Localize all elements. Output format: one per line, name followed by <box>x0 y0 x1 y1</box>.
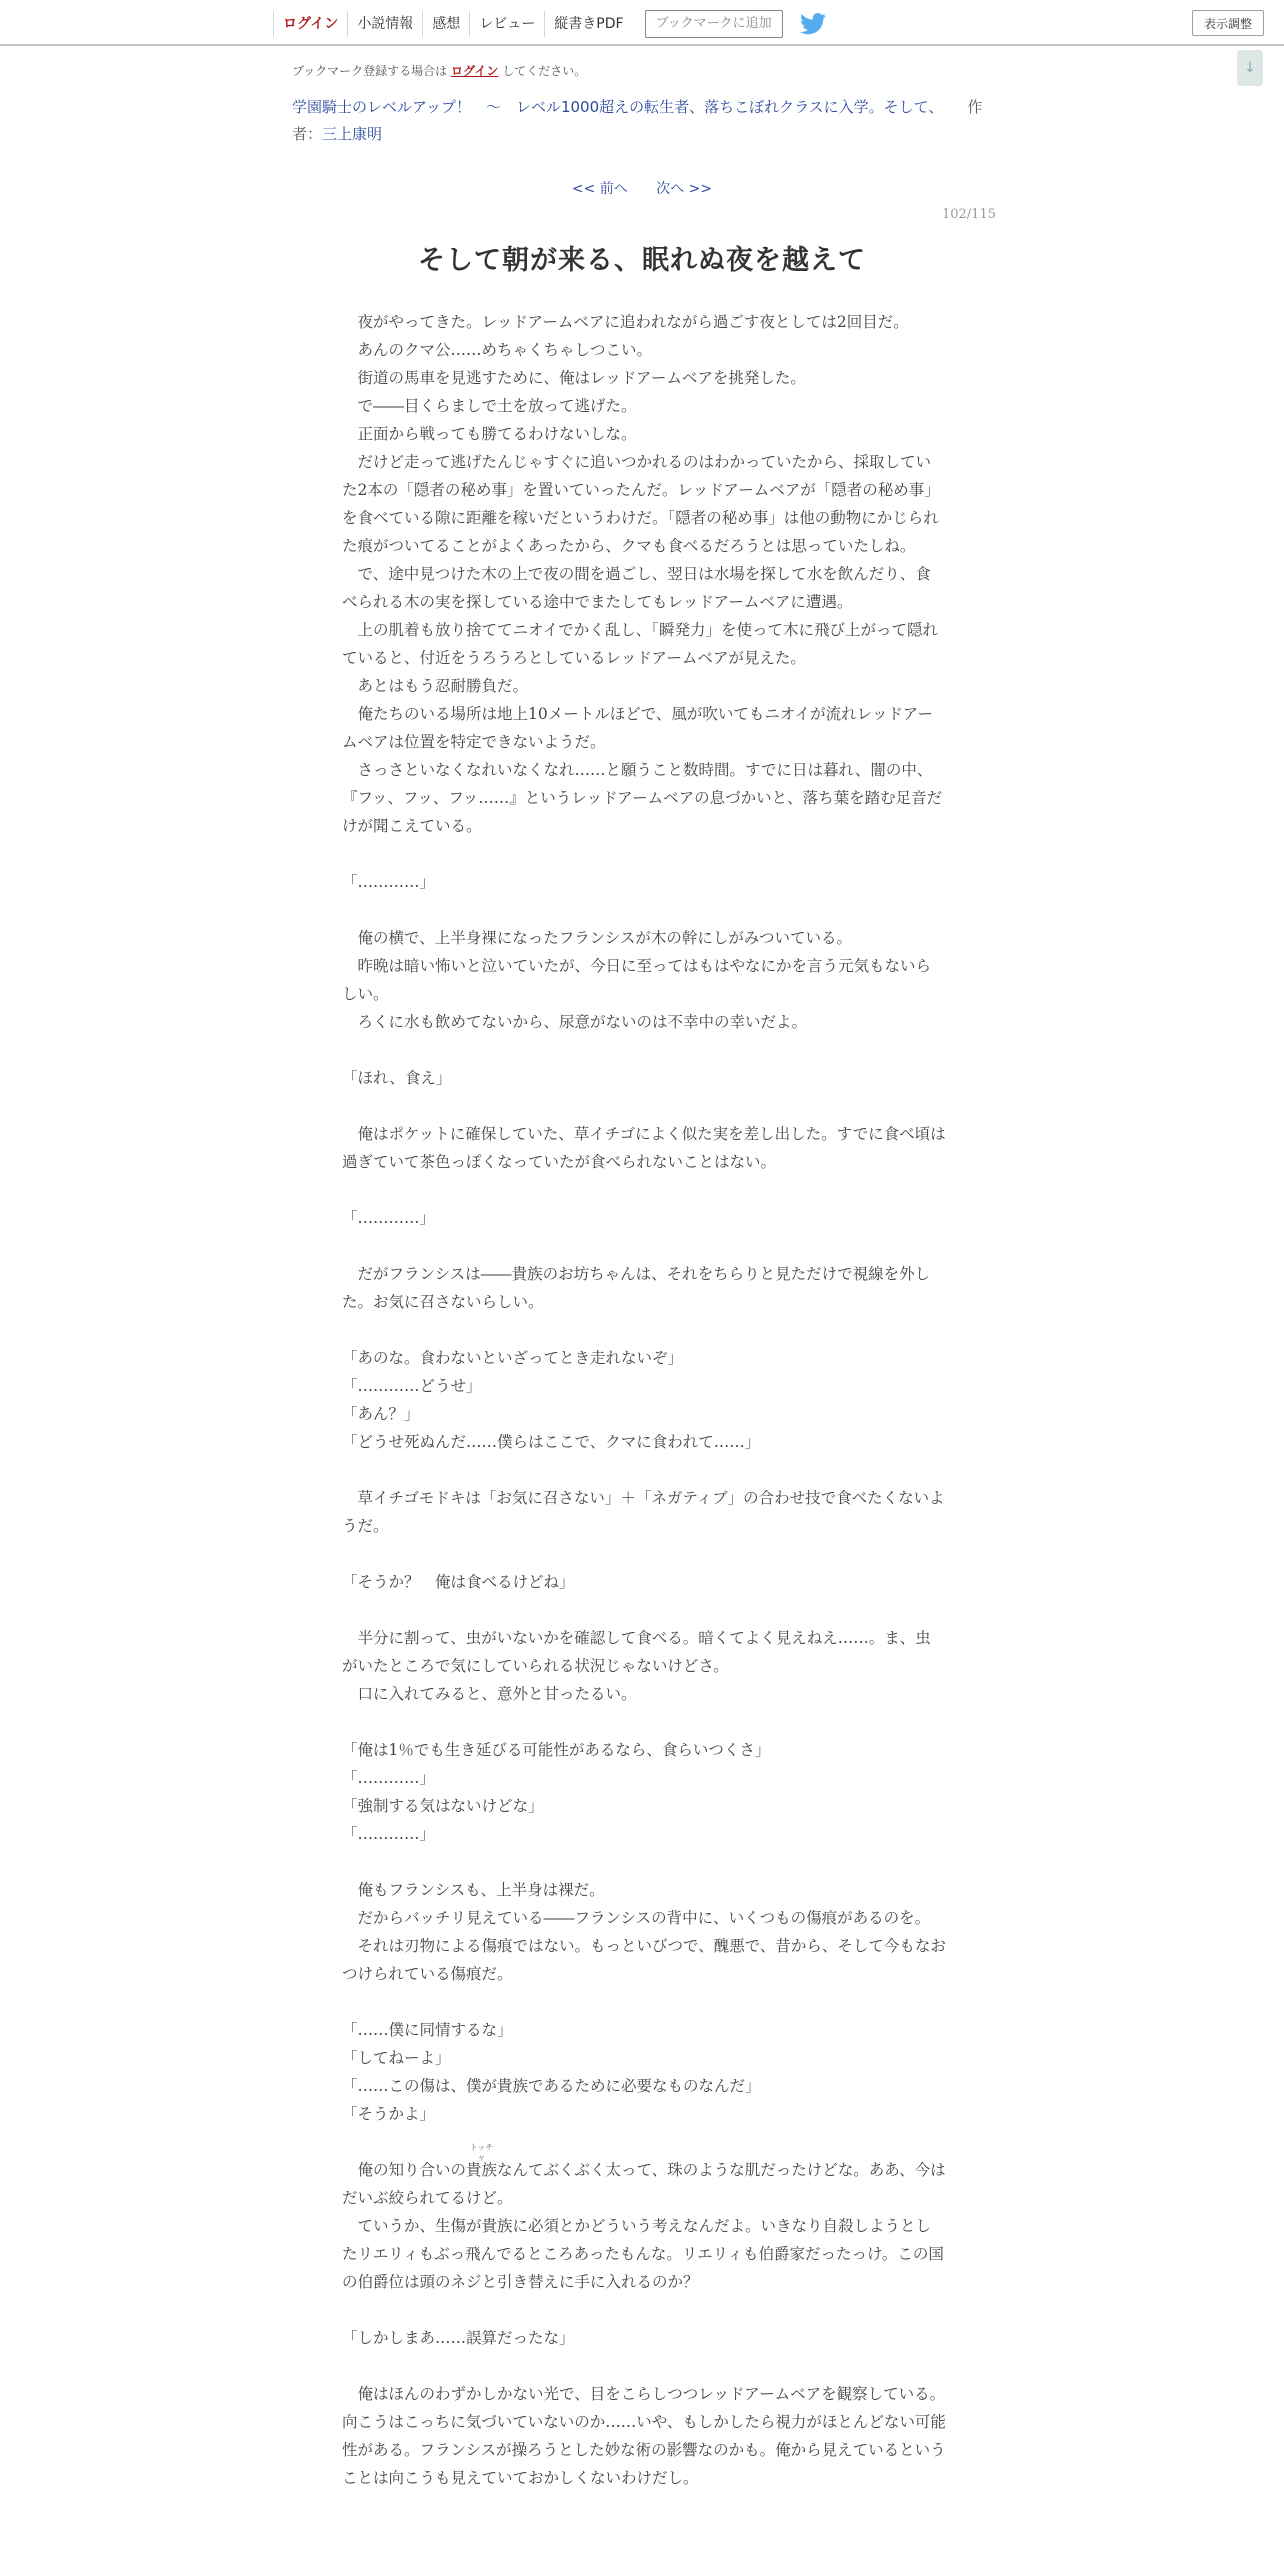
notice-prefix: ブックマーク登録する場合は <box>292 64 448 78</box>
nav-menu <box>273 10 826 38</box>
body-line: 夜がやってきた。レッドアームベアに追われながら過ごす夜としては2回目だ。 <box>342 313 909 331</box>
body-line: 半分に割って、虫がいないかを確認して食べる。暗くてよく見えねえ……。ま、虫がいたところで気にしていられる状況じゃないけどさ。 <box>342 1629 931 1675</box>
add-bookmark-button[interactable]: ブックマークに追加 <box>645 10 783 38</box>
body-line <box>342 1456 946 1484</box>
body-line: 「どうせ死ぬんだ……僕らはここで、クマに食われて……」 <box>342 1433 761 1451</box>
ruby-word <box>466 2143 498 2184</box>
nav-review-link[interactable]: レビュー <box>469 11 544 37</box>
body-line: さっさといなくなれいなくなれ……と願うこと数時間。すでに日は暮れ、闇の中、『フッ、フッ、フッ……』というレッドアームベアの息づかいと、落ち葉を踏む足音だけが聞こえている。 <box>342 761 943 835</box>
body-line: 俺はポケットに確保していた、草イチゴによく似た実を差し出した。すでに食べ頃は過ぎていて茶色っぽくなっていたが食べられないことはない。 <box>342 1125 946 1171</box>
body-line <box>342 1848 946 1876</box>
body-line: 上の肌着も放り捨ててニオイでかく乱し、「瞬発力」を使って木に飛び上がって隠れていると、付近をうろうろとしているレッドアームベアが見えた。 <box>342 621 938 667</box>
display-settings-button[interactable]: 表示調整 <box>1192 10 1264 36</box>
body-line: 俺はほんのわずかしかない光で、目をこらしつつレッドアームベアを観察している。向こうはこっちに気づいていないのか……いや、もしかしたら視力がほとんどない可能性がある。フランシスが操ろうとした妙な術の影響なのかも。俺から見えているということは向こうも見えていておかしくないわけだし。 <box>342 2385 946 2487</box>
body-line: 俺たちのいる場所は地上10メートルほどで、風が吹いてもニオイが流れレッドアームベアは位置を特定できないようだ。 <box>342 705 934 751</box>
body-line: 「してねーよ」 <box>342 2049 451 2067</box>
body-line: 「強制する気はないけどな」 <box>342 1797 544 1815</box>
body-line: 「…………」 <box>342 1209 436 1227</box>
body-line: あんのクマ公……めちゃくちゃしつこい。 <box>342 341 653 359</box>
body-line: 「ほれ、食え」 <box>342 1069 452 1087</box>
body-line <box>342 1708 946 1736</box>
series-title-link[interactable]: 学園騎士のレベルアップ！ 〜 レベル1000超えの転生者、落ちこぼれクラスに入学。そして、 <box>292 98 944 116</box>
body-line: 俺もフランシスも、上半身は裸だ。 <box>342 1881 605 1899</box>
novel-body <box>342 308 946 2492</box>
body-line: 「…………」 <box>342 873 436 891</box>
body-line: 「…………」 <box>342 1769 436 1787</box>
nav-vertical-pdf-link[interactable]: 縦書きPDF <box>544 11 632 37</box>
body-line: それは刃物による傷痕ではない。もっといびつで、醜悪で、昔から、そして今もなおつけられている傷痕だ。 <box>342 1937 946 1983</box>
body-line: 「あん？」 <box>342 1405 420 1423</box>
nav-login-link[interactable]: ログイン <box>273 11 347 37</box>
body-line: ていうか、生傷が貴族に必須とかどういう考えなんだよ。いきなり自殺しようとしたリエリィもぶっ飛んでるところあったもんな。リエリィも伯爵家だったっけ。この国の伯爵位は頭のネジと引き替えに手に入れるのか？ <box>342 2217 944 2291</box>
body-line: 昨晩は暗い怖いと泣いていたが、今日に至ってはもはやなにかを言う元気もないらしい。 <box>342 957 932 1003</box>
body-line: で、途中見つけた木の上で夜の間を過ごし、翌日は水場を探して水を飲んだり、食べられる木の実を探している途中でまたしてもレッドアームベアに遭遇。 <box>342 565 931 611</box>
notice-suffix: してください。 <box>502 64 587 78</box>
prev-chapter-link[interactable]: << 前へ <box>571 181 628 197</box>
body-line: 「……この傷は、僕が貴族であるために必要なものなんだ」 <box>342 2077 761 2095</box>
body-line <box>342 1316 946 1344</box>
body-line <box>342 2128 946 2156</box>
body-line: だけど走って逃げたんじゃすぐに追いつかれるのはわかっていたから、採取していた2本の「隠者の秘め事」を置いていったんだ。レッドアームベアが「隠者の秘め事」を食べている隙に距離を稼いだというわけだ。「隠者の秘め事」は他の動物にかじられた痕がついてることがよくあったから、クマも食べるだろうとは思っていたしね。 <box>342 453 940 555</box>
body-line: 口に入れてみると、意外と甘ったるい。 <box>342 1685 637 1703</box>
body-line <box>342 1540 946 1568</box>
body-line: 草イチゴモドキは「お気に召さない」＋「ネガティブ」の合わせ技で食べたくないようだ。 <box>342 1489 945 1535</box>
next-chapter-link[interactable]: 次へ >> <box>656 181 713 197</box>
body-text-part-2 <box>342 2212 946 2492</box>
chapter-title: そして朝が来る、眠れぬ夜を越えて <box>418 245 866 276</box>
body-line: ろくに水も飲めてないから、尿意がないのは不幸中の幸いだよ。 <box>342 1013 808 1031</box>
nav-novel-info-link[interactable]: 小説情報 <box>347 11 422 37</box>
body-line: 「そうかよ」 <box>342 2105 436 2123</box>
body-line-ruby <box>342 2143 946 2212</box>
ruby-annotation: トッチャ <box>469 2143 494 2162</box>
body-line <box>342 2296 946 2324</box>
body-line <box>342 840 946 868</box>
body-line: だがフランシスは――貴族のお坊ちゃんは、それをちらりと見ただけで視線を外した。お気に召さないらしい。 <box>342 1265 931 1311</box>
scroll-down-icon[interactable]: ↓ <box>1237 50 1263 86</box>
author-label: 作者： <box>292 98 983 143</box>
body-line: 街道の馬車を見逃すために、俺はレッドアームベアを挑発した。 <box>342 369 806 387</box>
body-line: 「…………どうせ」 <box>342 1377 482 1395</box>
body-line <box>342 1176 946 1204</box>
chapter-number: 102/115 <box>941 207 996 222</box>
body-line: 正面から戦っても勝てるわけないしな。 <box>342 425 637 443</box>
body-line: 「しかしまあ……誤算だったな」 <box>342 2329 575 2347</box>
body-line: 「…………」 <box>342 1825 436 1843</box>
ruby-prefix: 俺の知り合いの <box>342 2161 467 2179</box>
body-line: 「そうか？ 俺は食べるけどね」 <box>342 1573 575 1591</box>
body-line: で――目くらましで土を放って逃げた。 <box>342 397 637 415</box>
body-line <box>342 1596 946 1624</box>
body-line: だからバッチリ見えている――フランシスの背中に、いくつもの傷痕があるのを。 <box>342 1909 931 1927</box>
body-line: 「……僕に同情するな」 <box>342 2021 513 2039</box>
series-header <box>292 94 998 148</box>
ruby-base: 貴族 <box>466 2161 498 2179</box>
notice-login-link[interactable]: ログイン <box>451 64 499 78</box>
body-line <box>342 1036 946 1064</box>
bookmark-login-notice <box>292 62 586 79</box>
body-line <box>342 1092 946 1120</box>
body-line <box>342 1232 946 1260</box>
nav-impressions-link[interactable]: 感想 <box>422 11 469 37</box>
body-text-part-1 <box>342 308 946 2156</box>
top-navigation-bar <box>0 0 1284 46</box>
body-line: 俺の横で、上半身裸になったフランシスが木の幹にしがみついている。 <box>342 929 853 947</box>
chapter-pager <box>0 178 1284 198</box>
body-line: あとはもう忍耐勝負だ。 <box>342 677 529 695</box>
ruby-suffix: なんてぶくぶく太って、珠のような肌だったけどな。ああ、今はだいぶ絞られてるけど。 <box>342 2161 946 2207</box>
twitter-bird-icon[interactable] <box>800 13 826 35</box>
body-line <box>342 1988 946 2016</box>
body-line <box>342 2352 946 2380</box>
author-link[interactable]: 三上康明 <box>322 125 383 143</box>
body-line <box>342 896 946 924</box>
body-line: 「俺は1％でも生き延びる可能性があるなら、食らいつくさ」 <box>342 1741 771 1759</box>
body-line: 「あのな。食わないといざってとき走れないぞ」 <box>342 1349 684 1367</box>
